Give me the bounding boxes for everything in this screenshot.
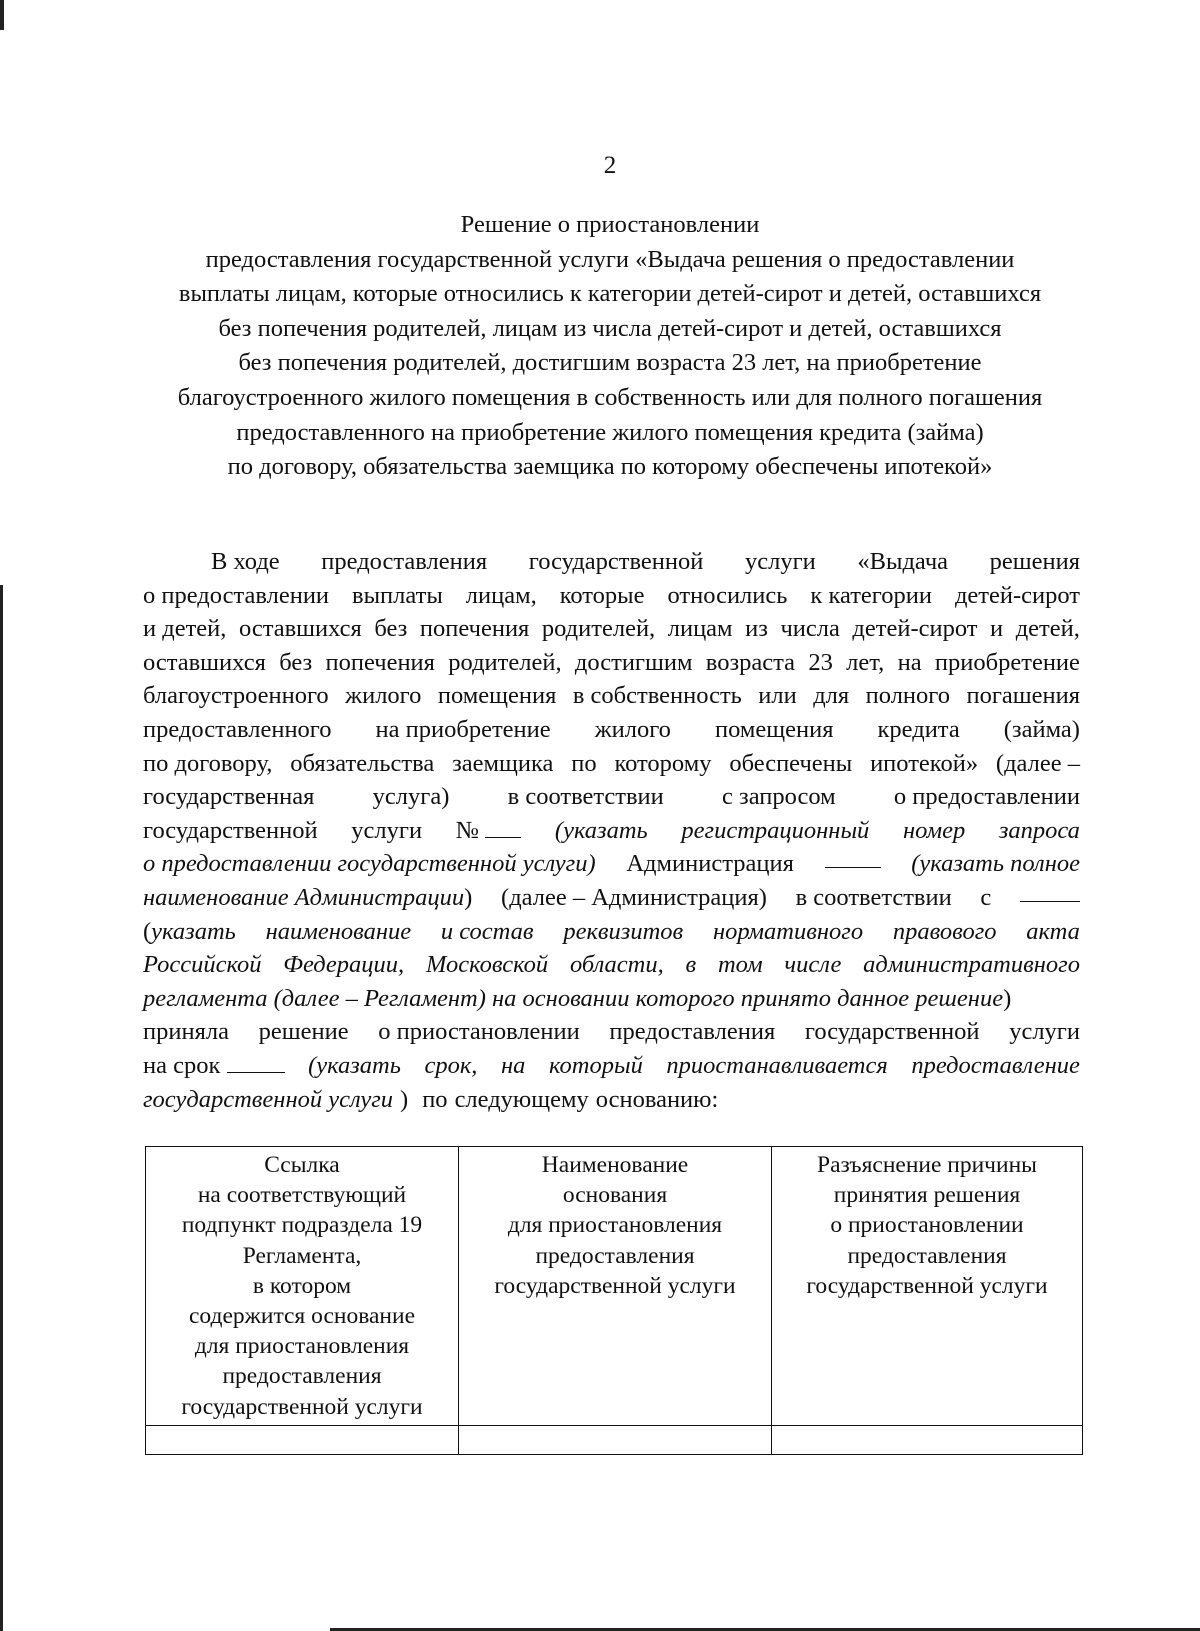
italic-phrase: (указать полное	[911, 850, 1080, 878]
word: том	[717, 951, 763, 979]
word: Федерации,	[283, 951, 405, 979]
word: в собственность	[572, 682, 742, 710]
word: и состав	[440, 917, 534, 945]
word: по	[422, 1085, 448, 1113]
word: которые	[559, 581, 645, 609]
service-group	[143, 1083, 415, 1117]
word: на	[501, 1051, 526, 1079]
body-line	[143, 747, 1080, 781]
word: родителей,	[541, 615, 656, 643]
word: благоустроенного	[143, 682, 329, 710]
word: на срок	[143, 1051, 221, 1079]
word: достигшим	[574, 648, 693, 676]
italic-phrase: государственной услуги	[143, 1085, 394, 1113]
table-cell-empty	[459, 1425, 772, 1454]
word: относились	[667, 581, 788, 609]
word: указать	[151, 917, 236, 945]
body-line	[143, 579, 1080, 613]
cell-line: предоставления	[535, 1242, 695, 1269]
title-line: без попечения родителей, достигшим возраста 23 лет, на приобретение	[238, 349, 982, 377]
cell-line: для приостановления	[194, 1333, 410, 1360]
cell-line: Ссылка	[264, 1152, 340, 1178]
blank-field	[825, 847, 881, 868]
word: по	[571, 749, 597, 777]
scan-edge-left-lower	[0, 585, 3, 1631]
word: услуги	[745, 548, 816, 575]
regulation-group	[143, 982, 1011, 1016]
body-line	[143, 847, 1080, 881]
word: попечения	[325, 648, 435, 676]
word: по договору,	[143, 749, 273, 777]
word: или	[758, 682, 797, 710]
word: детей-сирот	[852, 615, 978, 643]
cell-line: подпункт подраздела 19	[181, 1212, 423, 1239]
word: )	[1003, 984, 1012, 1012]
indicate-group	[143, 915, 236, 949]
word: лет,	[846, 648, 885, 676]
title-line: без попечения родителей, лицам из числа детей-сирот и детей, оставшихся	[218, 314, 1002, 342]
word: детей-сирот	[954, 581, 1080, 609]
word: оставшихся	[143, 648, 266, 676]
word: )	[464, 883, 473, 911]
body-line	[143, 1083, 1080, 1117]
word: без	[279, 648, 313, 676]
word: услуга)	[372, 783, 450, 811]
body-line	[143, 679, 1080, 713]
reasons-table	[145, 1146, 1083, 1455]
word: и	[990, 615, 1004, 643]
word: выплаты	[352, 581, 443, 609]
body-line	[143, 1049, 1080, 1083]
cell-line: Регламента,	[242, 1242, 362, 1269]
header-cell-reason-name	[459, 1147, 772, 1426]
table-header-row	[146, 1147, 1083, 1426]
word: государственной	[804, 1018, 980, 1046]
word: заемщика	[452, 749, 554, 777]
italic-phrase: о предоставлении государственной услуги)	[143, 850, 596, 878]
word: о предоставлении	[893, 783, 1080, 811]
word: нормативного	[712, 917, 864, 945]
word: детей,	[1015, 615, 1080, 643]
header-cell-explanation	[772, 1147, 1083, 1426]
cell-line: Наименование	[541, 1152, 689, 1178]
cell-line: для приостановления	[507, 1212, 723, 1239]
word: предоставленного	[143, 715, 332, 743]
title-line: предоставленного на приобретение жилого помещения кредита (займа)	[236, 418, 984, 446]
body-line	[143, 948, 1080, 982]
word: в	[685, 951, 697, 979]
number-blank-group	[456, 814, 522, 848]
body-line	[143, 646, 1080, 680]
italic-phrase: регламента (далее – Регламент) на основании которого принято данное решение	[143, 984, 1004, 1012]
cell-line: государственной услуги	[181, 1393, 423, 1420]
body-line	[143, 780, 1080, 814]
body-line	[143, 915, 1080, 949]
word: услуги	[351, 816, 423, 844]
word: следующему	[454, 1085, 589, 1113]
word: из	[745, 615, 768, 643]
scan-edge-left	[0, 0, 4, 30]
body-line	[143, 1015, 1080, 1049]
word: на приобретение	[375, 715, 551, 743]
word: о предоставлении	[143, 581, 330, 609]
word: без	[374, 615, 408, 643]
term-group	[143, 1049, 285, 1083]
body-line	[143, 881, 1080, 915]
cell-line: содержится основание	[188, 1303, 415, 1330]
word: В ходе	[211, 548, 280, 575]
blank-field	[1020, 881, 1080, 902]
word: правового	[892, 917, 997, 945]
table-cell-empty	[772, 1425, 1083, 1454]
word: предоставления	[609, 1018, 776, 1046]
table-row	[146, 1425, 1083, 1454]
word: к категории	[810, 581, 932, 609]
body-line	[143, 982, 1080, 1016]
word: жилого	[345, 682, 422, 710]
word: срок,	[424, 1051, 478, 1079]
blank-field	[485, 817, 521, 838]
word: государственная	[143, 783, 315, 811]
word: Администрация	[626, 850, 794, 878]
word: помещения	[714, 715, 834, 743]
word: основанию:	[595, 1085, 719, 1113]
word: который	[549, 1051, 643, 1079]
blank-field	[227, 1052, 285, 1073]
word: которому	[614, 749, 712, 777]
word: обязательства	[290, 749, 435, 777]
word: области,	[569, 951, 664, 979]
document-title	[140, 208, 1080, 485]
page-number: 2	[603, 152, 617, 179]
word: административного	[863, 951, 1080, 979]
italic-phrase: наименование Администрации	[143, 883, 465, 911]
word: о приостановлении	[378, 1018, 580, 1046]
cell-line: государственной услуги	[806, 1272, 1048, 1299]
word: Московской	[425, 951, 549, 979]
cell-line: Разъяснение причины	[817, 1152, 1037, 1178]
title-line: выплаты лицам, которые относились к категории детей-сирот и детей, оставшихся	[178, 280, 1042, 308]
word: для	[813, 682, 850, 710]
word: обеспечены	[729, 749, 853, 777]
body-line	[143, 814, 1080, 848]
word: предоставление	[911, 1051, 1080, 1079]
cell-line: о приостановлении	[830, 1212, 1024, 1239]
word: приобретение	[934, 648, 1080, 676]
word: «Выдача	[857, 548, 949, 575]
admin-name-group	[143, 881, 472, 915]
word: решения	[989, 548, 1080, 575]
word: оставшихся	[238, 615, 362, 643]
word: погашения	[966, 682, 1080, 710]
word: кредита	[877, 715, 960, 743]
word: регистрационный	[681, 816, 870, 844]
word: реквизитов	[563, 917, 684, 945]
word: приостанавливается	[666, 1051, 888, 1079]
header-cell-reference	[146, 1147, 459, 1426]
word: )	[400, 1085, 409, 1113]
word: лицам	[667, 615, 733, 643]
cell-line: предоставления	[847, 1242, 1007, 1269]
body-line	[143, 545, 1080, 579]
word: лицам,	[465, 581, 537, 609]
word: числе	[784, 951, 842, 979]
cell-line: принятия решения	[833, 1182, 1021, 1209]
word: (указать	[554, 816, 648, 844]
title-line: предоставления государственной услуги «Выдача решения о предоставлении	[205, 245, 1015, 273]
table-cell-empty	[146, 1425, 459, 1454]
word: государственной	[528, 548, 704, 575]
word: 23	[808, 648, 833, 676]
word: запроса	[998, 816, 1080, 844]
word: попечения	[419, 615, 530, 643]
word: решение	[258, 1018, 349, 1046]
word: числа	[780, 615, 840, 643]
body-line	[143, 713, 1080, 747]
word: полного	[865, 682, 950, 710]
cell-line: в котором	[252, 1272, 352, 1299]
cell-line: основания	[562, 1182, 668, 1209]
word: предоставления	[321, 548, 488, 575]
word: номер	[902, 816, 966, 844]
word: жилого	[594, 715, 671, 743]
word: в соответствии	[507, 783, 664, 811]
word: (	[143, 917, 152, 945]
word: №	[455, 816, 480, 844]
word: родителей,	[448, 648, 562, 676]
body-paragraph	[143, 545, 1080, 1116]
cell-line: предоставления	[222, 1363, 382, 1390]
word: на	[897, 648, 922, 676]
word: с запросом	[722, 783, 836, 811]
cell-line: государственной услуги	[494, 1272, 736, 1299]
word: (далее –	[995, 749, 1080, 777]
word: государственной	[143, 816, 318, 844]
word: с	[980, 883, 992, 911]
word: (займа)	[1003, 715, 1080, 743]
word: ипотекой»	[870, 749, 979, 777]
word: Российской	[143, 951, 262, 979]
word: акта	[1026, 917, 1080, 945]
title-line: Решение о приостановлении	[460, 211, 760, 238]
body-line	[143, 612, 1080, 646]
title-line: по договору, обязательства заемщика по которому обеспечены ипотекой»	[227, 453, 993, 481]
word: приняла	[143, 1018, 229, 1046]
word: и детей,	[143, 615, 227, 643]
word: (далее – Администрация)	[501, 883, 767, 911]
word: возраста	[705, 648, 796, 676]
word: в соответствии	[795, 883, 952, 911]
word: (указать	[308, 1051, 401, 1079]
word: помещения	[437, 682, 557, 710]
cell-line: на соответствующий	[197, 1182, 407, 1209]
title-line: благоустроенного жилого помещения в собственность или для полного погашения	[177, 383, 1043, 411]
word: наименование	[265, 917, 412, 945]
word: услуги	[1009, 1018, 1080, 1046]
